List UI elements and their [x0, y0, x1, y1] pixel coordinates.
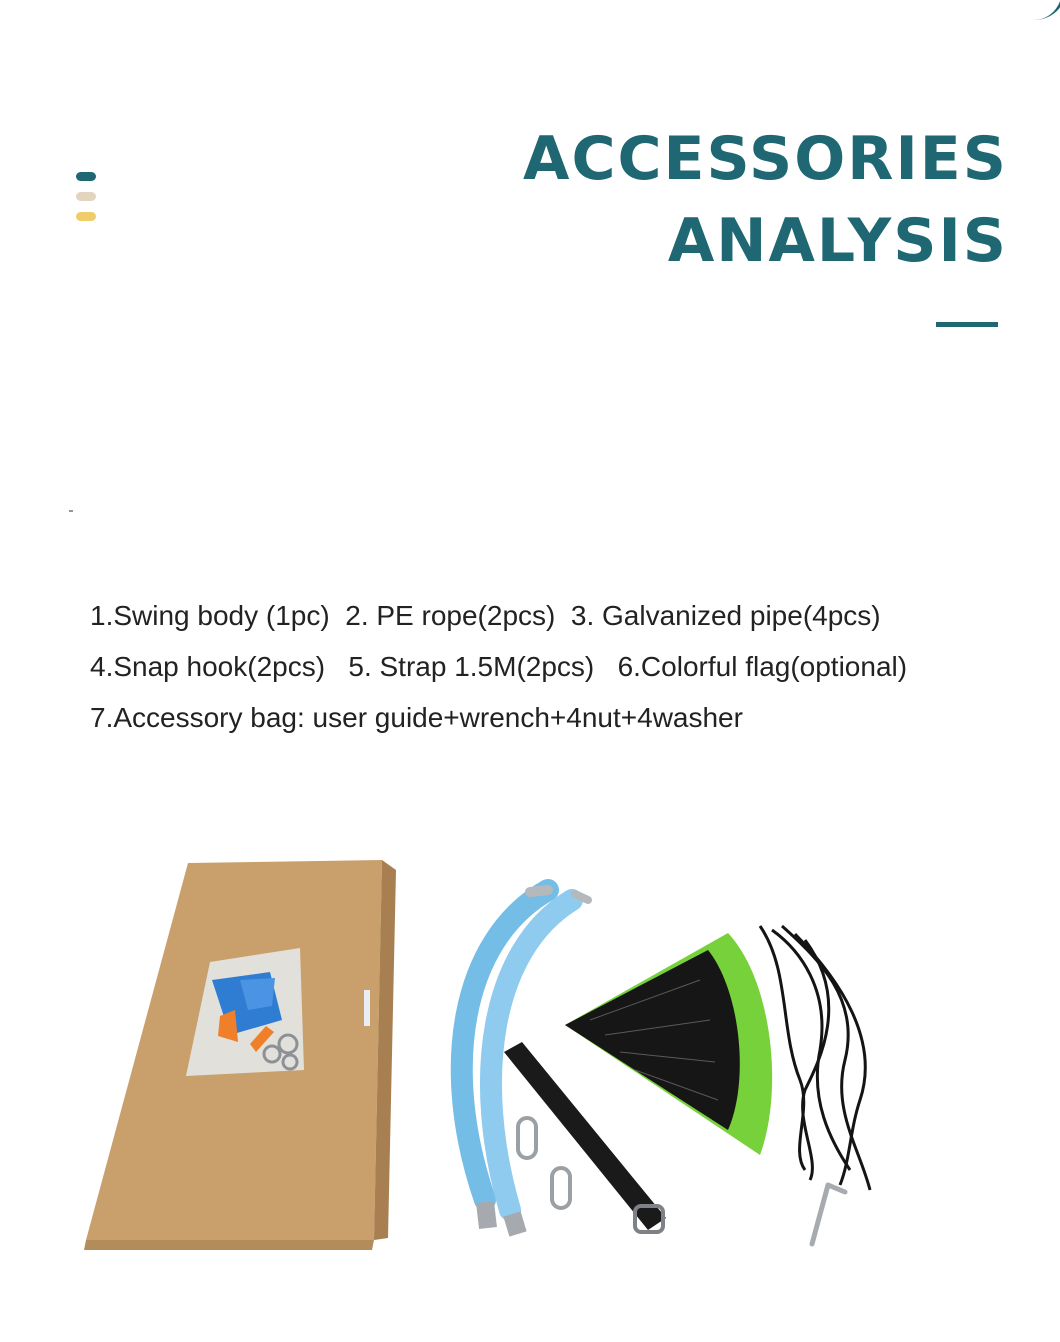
stray-mark — [69, 510, 73, 512]
swing-body-segment — [565, 933, 772, 1155]
title-line-1: ACCESSORIES — [523, 124, 1008, 194]
accessories-list — [90, 590, 1010, 743]
wrench — [812, 1185, 845, 1244]
pe-rope — [760, 926, 870, 1190]
dot-teal — [76, 172, 96, 181]
title-line-2: ANALYSIS — [667, 206, 1008, 276]
title-underline — [936, 322, 998, 327]
dot-yellow — [76, 212, 96, 221]
page-title — [523, 118, 1008, 282]
decorative-dots — [76, 172, 96, 232]
accessories-photo — [60, 830, 1020, 1270]
accessories-line-3: 7.Accessory bag: user guide+wrench+4nut+4washer — [90, 702, 743, 733]
accessories-line-1: 1.Swing body (1pc) 2. PE rope(2pcs) 3. Galvanized pipe(4pcs) — [90, 600, 881, 631]
accessories-line-2: 4.Snap hook(2pcs) 5. Strap 1.5M(2pcs) 6.Colorful flag(optional) — [90, 651, 908, 682]
corner-decoration — [1002, 0, 1060, 20]
snap-hooks — [518, 1118, 570, 1208]
dot-beige — [76, 192, 96, 201]
